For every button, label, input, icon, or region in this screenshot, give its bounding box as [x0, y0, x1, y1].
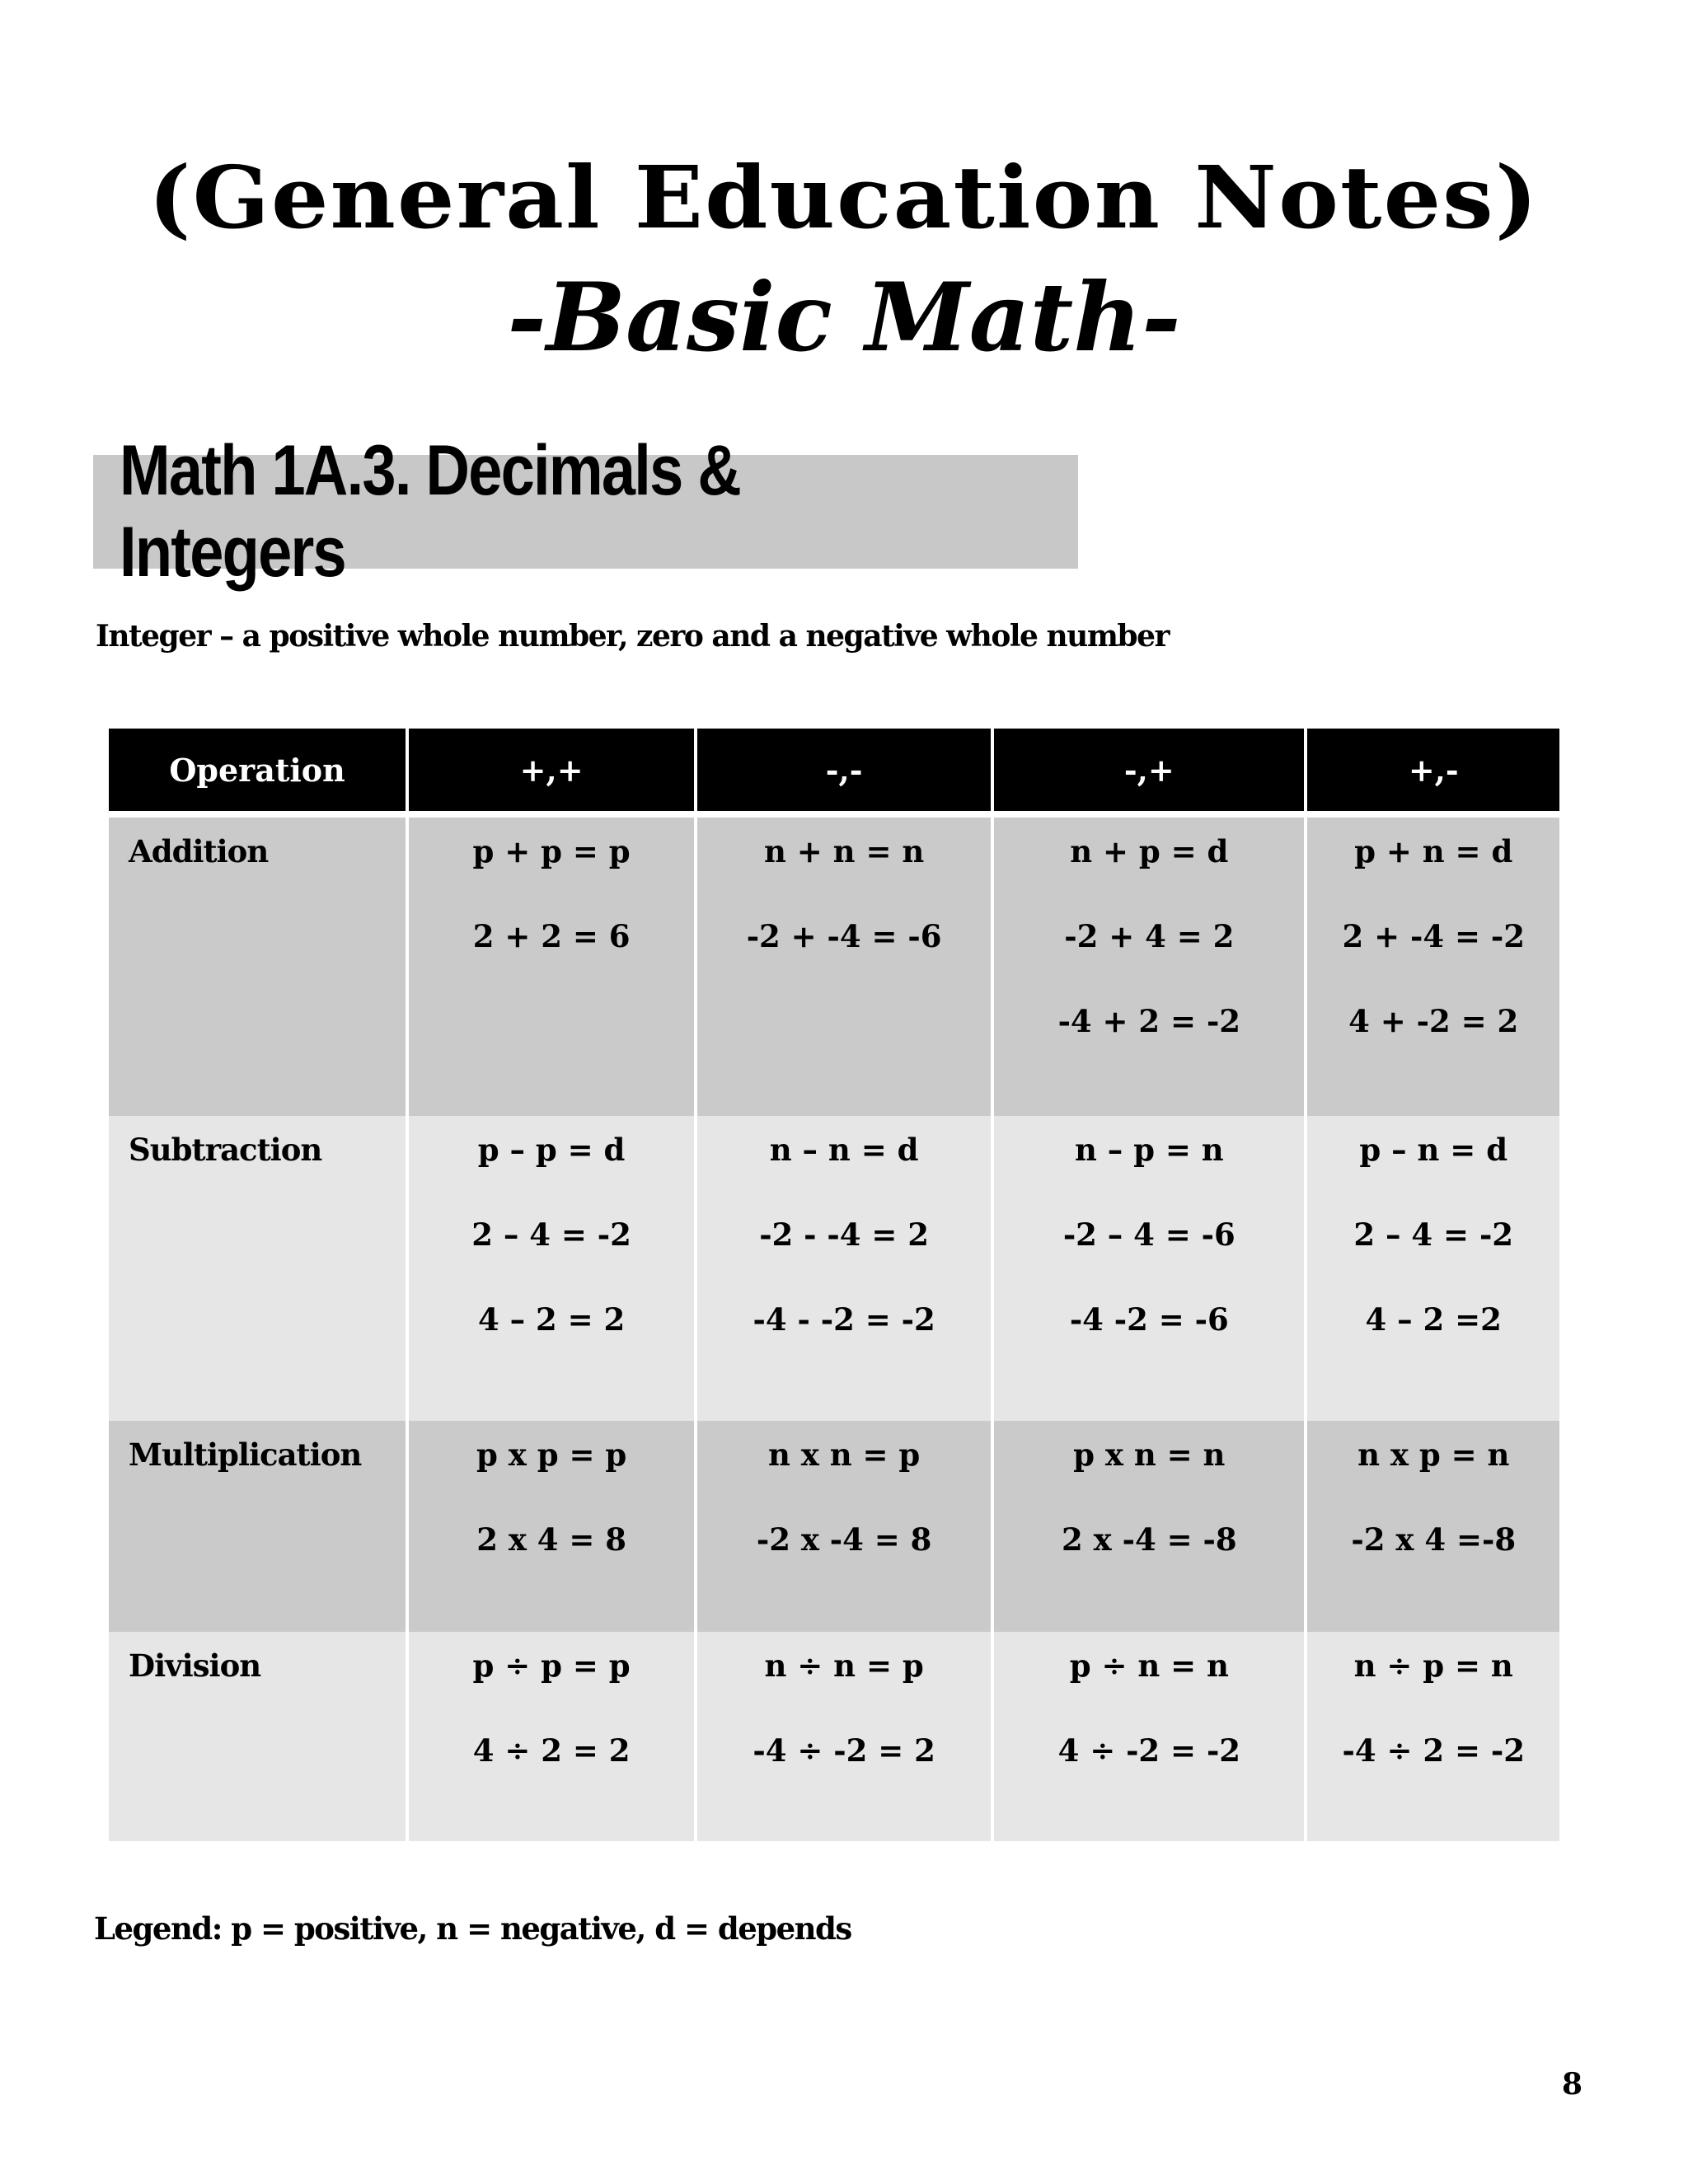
- example-line: -4 ÷ 2 = -2: [1342, 1732, 1525, 1769]
- header-neg-pos: -,+: [994, 729, 1304, 811]
- table-cell: [1307, 1421, 1559, 1632]
- table-row-subtraction: [109, 1116, 1559, 1421]
- example-line: 2 – 4 = -2: [1353, 1216, 1514, 1253]
- example-line: -4 -2 = -6: [1069, 1301, 1229, 1338]
- row-label: Subtraction: [109, 1116, 406, 1421]
- example-line: -2 + 4 = 2: [1064, 918, 1235, 954]
- example-line: -2 - -4 = 2: [759, 1216, 930, 1253]
- example-line: 2 + -4 = -2: [1342, 918, 1525, 954]
- rule-line: p ÷ n = n: [1069, 1647, 1229, 1684]
- rule-line: p + n = d: [1354, 833, 1513, 869]
- table-cell: [994, 1632, 1304, 1841]
- table-row-division: [109, 1632, 1559, 1841]
- rule-line: n + n = n: [764, 833, 925, 869]
- section-heading-banner: [93, 431, 1078, 592]
- example-line: 2 – 4 = -2: [471, 1216, 631, 1253]
- table-cell: [697, 1632, 991, 1841]
- example-line: 4 ÷ -2 = -2: [1057, 1732, 1241, 1769]
- integer-rules-table-wrapper: [112, 729, 1556, 1841]
- example-line: 4 – 2 =2: [1365, 1301, 1502, 1338]
- rule-line: p x n = n: [1073, 1436, 1226, 1473]
- rule-line: p – p = d: [477, 1132, 626, 1168]
- table-cell: [409, 1421, 694, 1632]
- integer-rules-table: [106, 729, 1563, 1841]
- rule-line: n + p = d: [1070, 833, 1229, 869]
- row-label: Multiplication: [109, 1421, 406, 1632]
- example-line: -4 ÷ -2 = 2: [753, 1732, 935, 1769]
- rule-line: p x p = p: [476, 1436, 627, 1473]
- document-title: [0, 144, 1688, 375]
- header-operation: Operation: [109, 729, 406, 811]
- row-label: Addition: [109, 818, 406, 1116]
- table-cell: [697, 1116, 991, 1421]
- section-heading: Math 1A.3. Decimals & Integers: [120, 431, 741, 592]
- example-line: -2 + -4 = -6: [746, 918, 942, 954]
- table-row-addition: [109, 818, 1559, 1116]
- rule-line: n x p = n: [1357, 1436, 1510, 1473]
- title-line-2: -Basic Math-: [507, 262, 1181, 373]
- table-cell: [994, 1116, 1304, 1421]
- rule-line: p + p = p: [472, 833, 631, 869]
- example-line: 4 – 2 = 2: [477, 1301, 626, 1338]
- header-neg-neg: -,-: [697, 729, 991, 811]
- example-line: -4 + 2 = -2: [1057, 1003, 1241, 1039]
- table-row-multiplication: [109, 1421, 1559, 1632]
- rule-line: n ÷ p = n: [1353, 1647, 1513, 1684]
- table-cell: [994, 818, 1304, 1116]
- rule-line: n x n = p: [767, 1436, 921, 1473]
- example-line: -4 - -2 = -2: [753, 1301, 935, 1338]
- example-line: -2 – 4 = -6: [1062, 1216, 1236, 1253]
- example-line: -2 x -4 = 8: [756, 1521, 932, 1558]
- rule-line: p – n = d: [1359, 1132, 1508, 1168]
- header-pos-pos: +,+: [409, 729, 694, 811]
- example-line: 4 + -2 = 2: [1348, 1003, 1519, 1039]
- example-line: 2 + 2 = 6: [472, 918, 631, 954]
- legend: Legend: p = positive, n = negative, d = depends: [94, 1910, 851, 1947]
- rule-line: n ÷ n = p: [764, 1647, 924, 1684]
- example-line: 2 x 4 = 8: [476, 1521, 627, 1558]
- rule-line: n – p = n: [1074, 1132, 1224, 1168]
- example-line: 2 x -4 = -8: [1062, 1521, 1237, 1558]
- integer-definition: Integer – a positive whole number, zero and a negative whole number: [96, 619, 1169, 654]
- table-cell: [994, 1421, 1304, 1632]
- row-label: Division: [109, 1632, 406, 1841]
- table-cell: [1307, 1632, 1559, 1841]
- table-cell: [409, 1632, 694, 1841]
- rule-line: p ÷ p = p: [472, 1647, 631, 1684]
- table-cell: [697, 1421, 991, 1632]
- table-cell: [1307, 818, 1559, 1116]
- rule-line: n – n = d: [769, 1132, 919, 1168]
- table-cell: [1307, 1116, 1559, 1421]
- title-line-1: (General Education Notes): [148, 147, 1540, 248]
- example-line: 4 ÷ 2 = 2: [472, 1732, 631, 1769]
- table-header-row: [109, 729, 1559, 811]
- table-cell: [697, 818, 991, 1116]
- table-cell: [409, 818, 694, 1116]
- page-number: 8: [1562, 2067, 1583, 2102]
- table-cell: [409, 1116, 694, 1421]
- header-pos-neg: +,-: [1307, 729, 1559, 811]
- example-line: -2 x 4 =-8: [1351, 1521, 1517, 1558]
